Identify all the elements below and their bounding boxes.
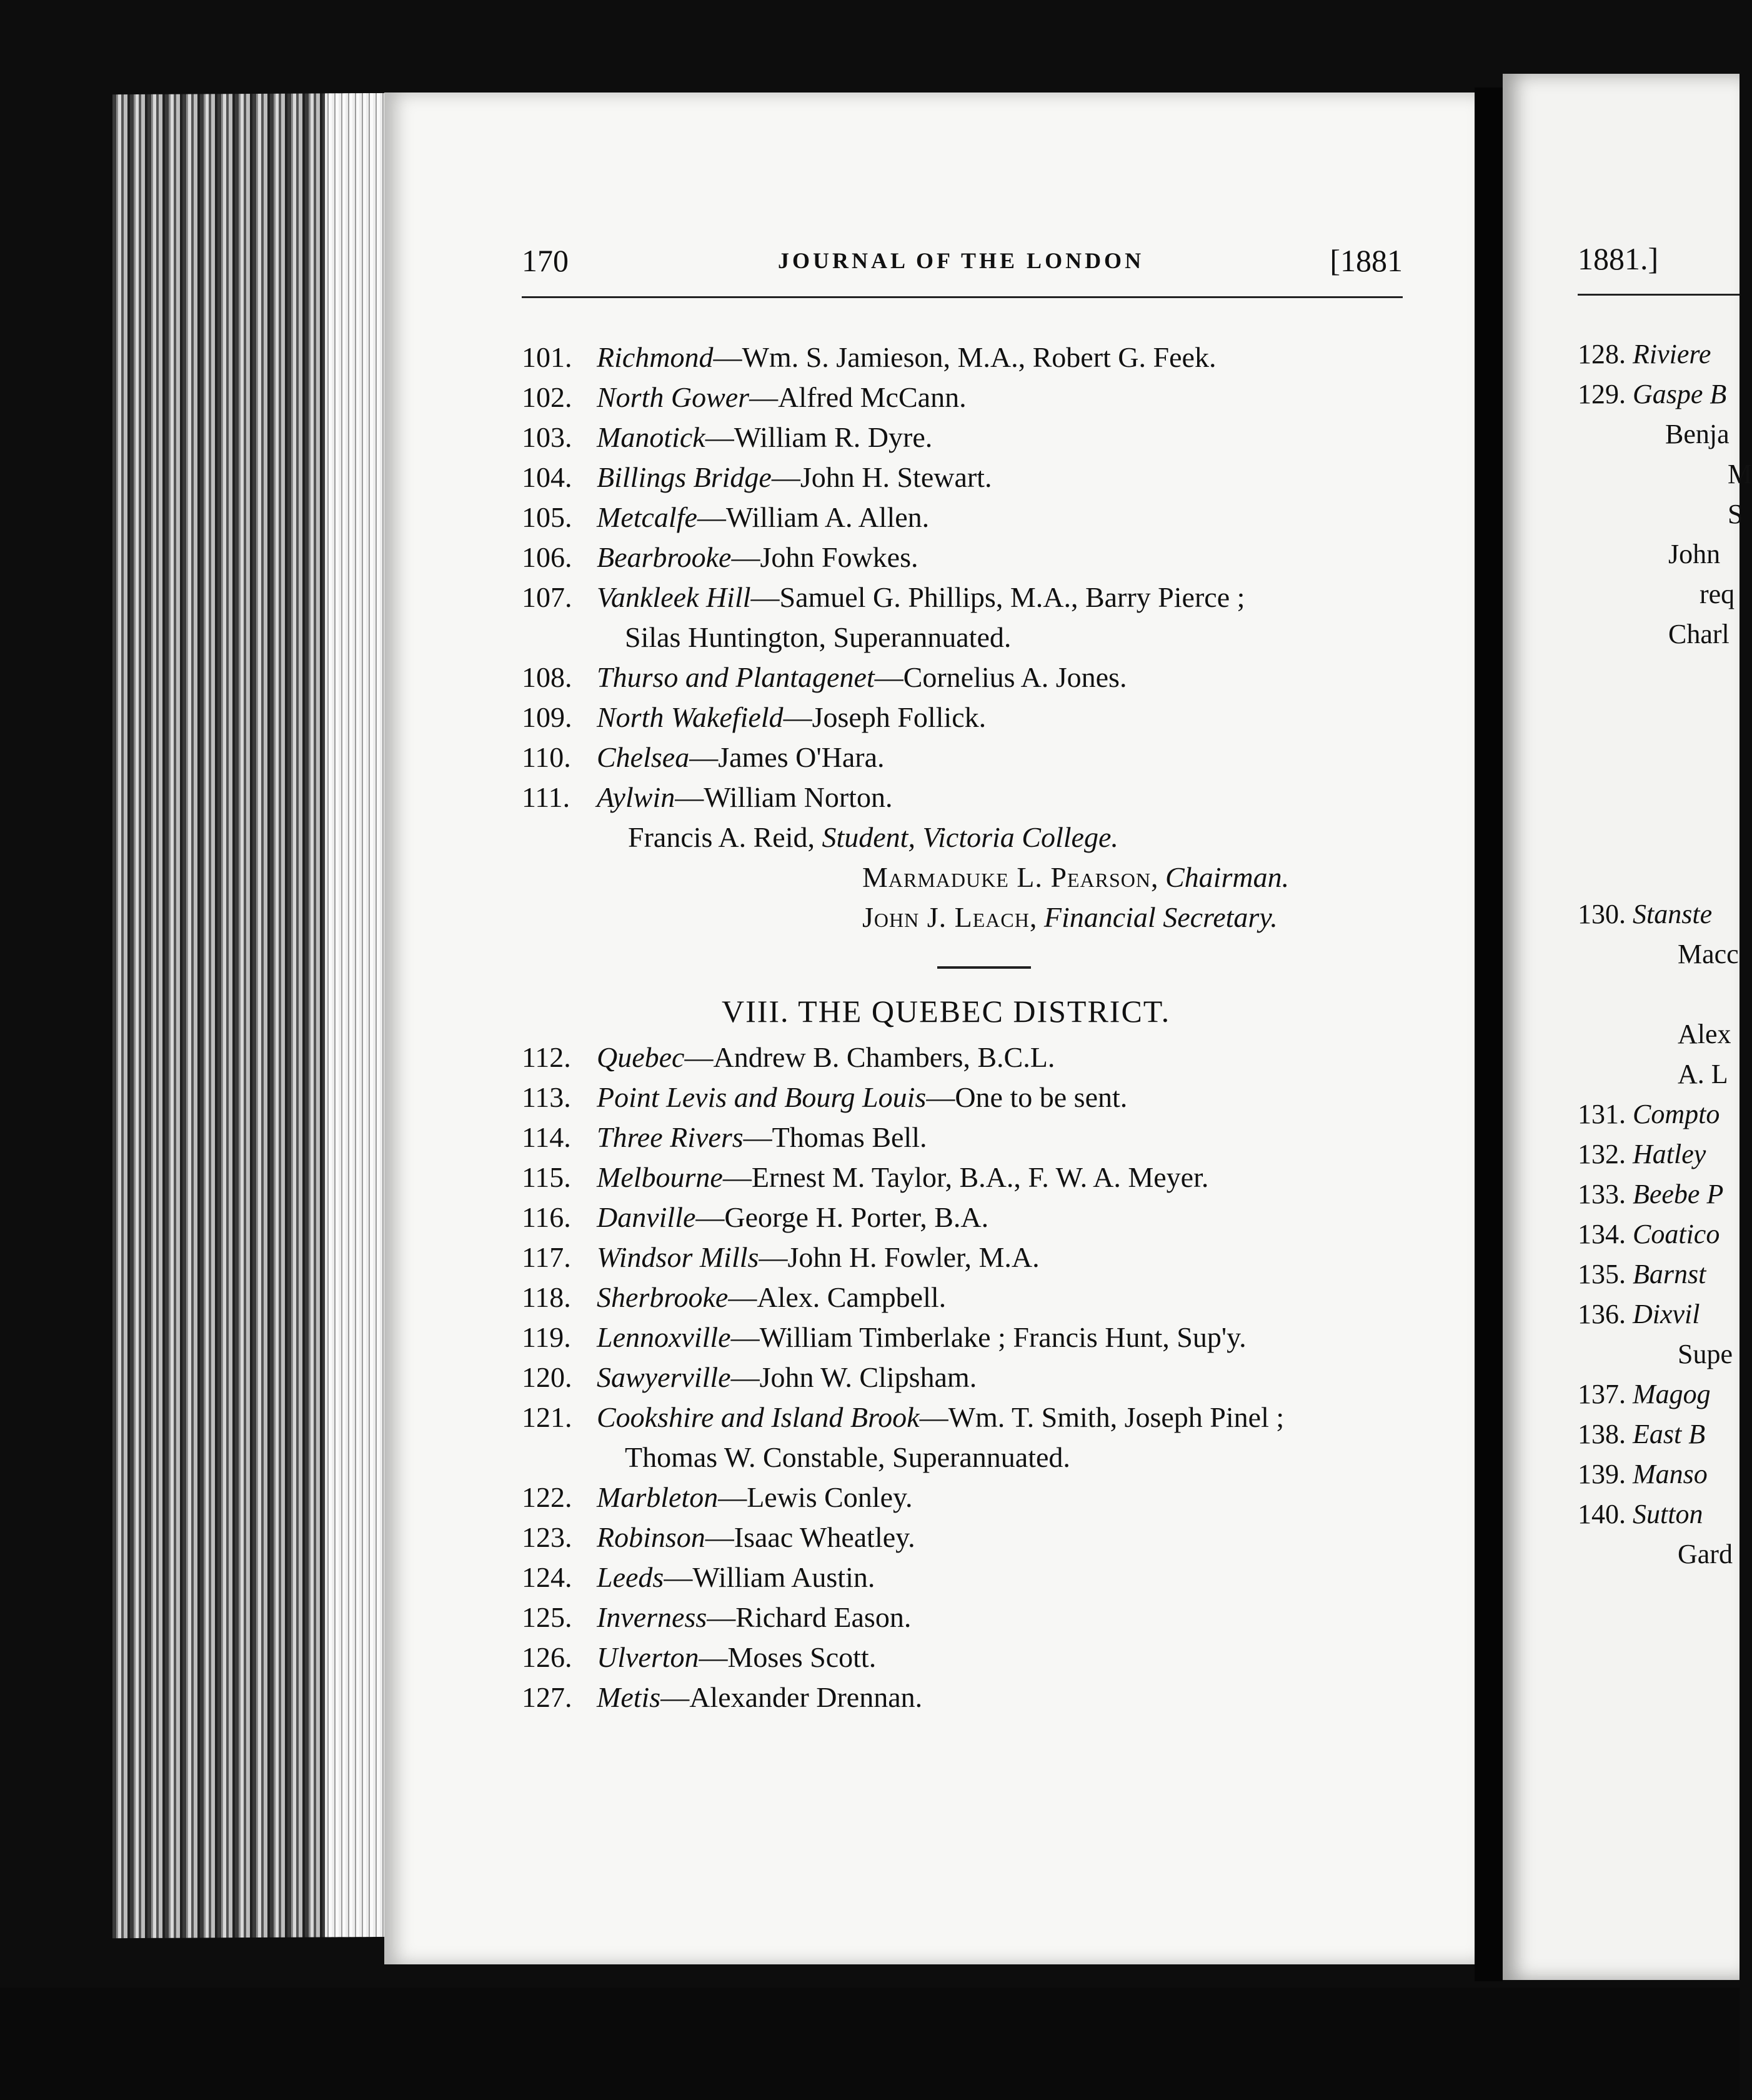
truncated-text: Benja (1665, 419, 1730, 449)
circuit-name: Aylwin (597, 781, 675, 813)
entry-number: 126. (522, 1641, 572, 1673)
truncated-text: S (1728, 499, 1743, 529)
right-page-line (1578, 1134, 1740, 1174)
circuit-name: North Gower (597, 381, 750, 413)
entry-number: 112. (522, 1041, 571, 1073)
truncated-text: Magog (1633, 1379, 1711, 1409)
truncated-text: Supe (1678, 1339, 1733, 1369)
circuit-name: Metcalfe (597, 501, 697, 533)
right-page-line (1578, 854, 1740, 894)
right-page-line (1578, 1014, 1740, 1054)
appointment-text: —Lewis Conley. (718, 1481, 913, 1513)
quebec-district-entries (522, 1038, 1434, 1718)
entry-number: 127. (522, 1681, 572, 1713)
appointment-text: —Wm. S. Jamieson, M.A., Robert G. Feek. (713, 341, 1217, 373)
section-divider (937, 966, 1031, 969)
appointment-text: —George H. Porter, B.A. (695, 1201, 989, 1233)
appointment-text: —Alex. Campbell. (728, 1281, 947, 1313)
entry-number: 140. (1578, 1499, 1626, 1529)
left-page-body (522, 338, 1434, 1718)
circuit-name: Vankleek Hill (597, 581, 751, 613)
entry-number: 104. (522, 461, 572, 493)
circuit-name: Bearbrooke (597, 541, 732, 573)
circuit-entry (522, 1558, 1434, 1598)
entry-number: 110. (522, 741, 571, 773)
book-page-edges (112, 93, 400, 1938)
student-role: Student, Victoria College. (822, 821, 1118, 853)
circuit-entry (522, 698, 1434, 738)
circuit-entry (522, 418, 1434, 458)
student-line (522, 818, 1434, 858)
truncated-text: Dixvil (1633, 1299, 1700, 1329)
right-page-line (1578, 454, 1752, 494)
circuit-entry (522, 658, 1434, 698)
truncated-text: John (1668, 539, 1721, 569)
entry-number: 115. (522, 1161, 571, 1193)
appointment-text: —John W. Clipsham. (730, 1361, 977, 1393)
right-page-line (1578, 894, 1740, 934)
circuit-entry (522, 538, 1434, 578)
entry-number: 103. (522, 421, 572, 453)
appointment-text: —Alfred McCann. (749, 381, 967, 413)
entry-number: 120. (522, 1361, 572, 1393)
circuit-entry (522, 1198, 1434, 1238)
right-page-line (1578, 1374, 1740, 1414)
circuit-name: Leeds (597, 1561, 664, 1593)
circuit-entry (522, 1238, 1434, 1278)
appointment-text: —Moses Scott. (699, 1641, 877, 1673)
entry-number: 129. (1578, 379, 1626, 409)
right-page-body (1578, 334, 1752, 1574)
entry-number: 135. (1578, 1259, 1626, 1289)
right-page-line (1578, 1174, 1740, 1214)
entry-number: 136. (1578, 1299, 1626, 1329)
right-page-line (1578, 814, 1740, 854)
circuit-entry (522, 338, 1434, 378)
entry-number: 116. (522, 1201, 571, 1233)
circuit-entry (522, 1158, 1434, 1198)
truncated-text: Barnst (1633, 1259, 1706, 1289)
entry-number: 109. (522, 701, 572, 733)
entry-number: 117. (522, 1241, 571, 1273)
entry-number: 138. (1578, 1419, 1626, 1449)
entry-number: 133. (1578, 1179, 1626, 1209)
circuit-entry (522, 1318, 1434, 1358)
circuit-name: Point Levis and Bourg Louis (597, 1081, 927, 1113)
circuit-name: North Wakefield (597, 701, 784, 733)
entry-number: 139. (1578, 1459, 1626, 1489)
right-header-rule (1578, 294, 1740, 296)
truncated-text: Sutton (1633, 1499, 1703, 1529)
circuit-name: Windsor Mills (597, 1241, 759, 1273)
appointment-text: —Cornelius A. Jones. (874, 661, 1127, 693)
truncated-text: Stanste (1633, 899, 1713, 929)
circuit-entry (522, 1398, 1434, 1478)
truncated-text: Riviere (1633, 339, 1711, 369)
book-gutter (1475, 88, 1503, 1981)
entry-number: 108. (522, 661, 572, 693)
appointment-text: —Andrew B. Chambers, B.C.L. (684, 1041, 1055, 1073)
signatory-title: Financial Secretary. (1043, 901, 1278, 933)
entry-number: 128. (1578, 339, 1626, 369)
entry-number: 113. (522, 1081, 571, 1113)
right-page-line (1578, 1494, 1740, 1534)
truncated-text: Hatley (1633, 1139, 1706, 1169)
signature-secretary: John J. Leach, Financial Secretary. (862, 901, 1278, 933)
right-page-line (1578, 1534, 1740, 1574)
circuit-entry (522, 1638, 1434, 1678)
circuit-name: Manotick (597, 421, 705, 453)
entry-number: 121. (522, 1401, 572, 1433)
right-page-line (1578, 414, 1740, 454)
circuit-name: Sherbrooke (597, 1281, 729, 1313)
truncated-text: req (1700, 579, 1735, 609)
appointment-text: —William R. Dyre. (705, 421, 933, 453)
appointment-text: —Joseph Follick. (783, 701, 987, 733)
right-page-line (1578, 1254, 1740, 1294)
circuit-entry (522, 1478, 1434, 1518)
circuit-entry (522, 578, 1434, 658)
right-page-line (1578, 1214, 1740, 1254)
circuit-entry (522, 1278, 1434, 1318)
entry-number: 122. (522, 1481, 572, 1513)
signatory-name: John J. Leach (862, 901, 1030, 933)
header-rule (522, 296, 1403, 298)
circuit-name: Robinson (597, 1521, 705, 1553)
circuit-entry (522, 1118, 1434, 1158)
right-page-line (1578, 654, 1740, 694)
right-page-line (1578, 534, 1740, 574)
circuit-entry (522, 378, 1434, 418)
appointment-text: —Thomas Bell. (743, 1121, 927, 1153)
truncated-text: Manso (1633, 1459, 1708, 1489)
entry-number: 118. (522, 1281, 571, 1313)
entry-number: 123. (522, 1521, 572, 1553)
appointment-text: —William A. Allen. (697, 501, 930, 533)
right-page-line (1578, 974, 1740, 1014)
circuit-name: Marbleton (597, 1481, 719, 1513)
circuit-name: Thurso and Plantagenet (597, 661, 875, 693)
header-year: [1881 (1330, 243, 1403, 278)
student-name: Francis A. Reid, (628, 821, 822, 853)
entry-number: 106. (522, 541, 572, 573)
circuit-name: Quebec (597, 1041, 685, 1073)
circuit-name: Danville (597, 1201, 696, 1233)
circuit-entry (522, 1598, 1434, 1638)
right-page-line (1578, 374, 1740, 414)
right-page-line (1578, 1414, 1740, 1454)
entry-number: 132. (1578, 1139, 1626, 1169)
circuit-entry (522, 1358, 1434, 1398)
circuit-entry (522, 778, 1434, 818)
circuit-name: Sawyerville (597, 1361, 731, 1393)
entry-number: 111. (522, 781, 570, 813)
entry-number: 119. (522, 1321, 571, 1353)
circuit-name: Richmond (597, 341, 714, 373)
truncated-text: A. L (1678, 1059, 1728, 1089)
entry-number: 102. (522, 381, 572, 413)
right-page-line (1578, 1054, 1740, 1094)
circuit-name: Cookshire and Island Brook (597, 1401, 920, 1433)
section-heading: VIII. THE QUEBEC DISTRICT. (722, 994, 1171, 1029)
right-page-line (1578, 934, 1740, 974)
truncated-text: Coatico (1633, 1219, 1720, 1249)
signatory-title: Chairman. (1165, 861, 1290, 893)
circuit-name: Inverness (597, 1601, 707, 1633)
appointment-continuation: Silas Huntington, Superannuated. (625, 621, 1012, 653)
appointment-text: —Isaac Wheatley. (705, 1521, 915, 1553)
appointment-text: —James O'Hara. (689, 741, 885, 773)
truncated-text: M (1728, 459, 1752, 489)
truncated-text: Macc (1678, 939, 1739, 969)
circuit-name: Ulverton (597, 1641, 699, 1673)
truncated-text: Gaspe B (1633, 379, 1727, 409)
appointment-text: —Alexander Drennan. (660, 1681, 923, 1713)
page-number: 170 (522, 243, 569, 278)
right-page-line (1578, 774, 1740, 814)
appointment-continuation: Thomas W. Constable, Superannuated. (625, 1441, 1070, 1473)
right-page-line (1578, 1094, 1740, 1134)
truncated-text: East B (1633, 1419, 1706, 1449)
entry-number: 101. (522, 341, 572, 373)
scan-bottom-margin (0, 1988, 1740, 2100)
running-title: JOURNAL OF THE LONDON (778, 248, 1145, 273)
right-page-line (1578, 734, 1740, 774)
circuit-entry (522, 738, 1434, 778)
circuit-entry (522, 1038, 1434, 1078)
appointment-text: —William Austin. (664, 1561, 875, 1593)
truncated-text: Gard (1678, 1539, 1733, 1569)
truncated-text: Charl (1668, 619, 1730, 649)
appointment-text: —One to be sent. (926, 1081, 1128, 1113)
circuit-name: Three Rivers (597, 1121, 744, 1153)
page-header (522, 242, 1403, 280)
truncated-text: Beebe P (1633, 1179, 1724, 1209)
entry-number: 124. (522, 1561, 572, 1593)
right-page-line (1578, 1454, 1740, 1494)
appointment-text: —William Norton. (675, 781, 893, 813)
appointment-text: —Wm. T. Smith, Joseph Pinel ; (919, 1401, 1285, 1433)
right-page-line (1578, 694, 1740, 734)
entry-number: 130. (1578, 899, 1626, 929)
entry-number: 131. (1578, 1099, 1626, 1129)
right-page-line (1578, 614, 1740, 654)
entry-number: 134. (1578, 1219, 1626, 1249)
entry-number: 125. (522, 1601, 572, 1633)
right-page-line (1578, 574, 1740, 614)
appointment-text: —John H. Fowler, M.A. (759, 1241, 1040, 1273)
entry-number: 105. (522, 501, 572, 533)
truncated-text: Compto (1633, 1099, 1720, 1129)
right-page-header: 1881.] (1578, 241, 1659, 276)
appointment-text: —John H. Stewart. (771, 461, 992, 493)
truncated-text: Alex (1678, 1019, 1731, 1049)
circuit-entry (522, 498, 1434, 538)
signature-chairman: Marmaduke L. Pearson, Chairman. (862, 861, 1290, 893)
right-page-line (1578, 334, 1740, 374)
entry-number: 107. (522, 581, 572, 613)
signatory-name: Marmaduke L. Pearson (862, 861, 1151, 893)
entry-number: 137. (1578, 1379, 1626, 1409)
ottawa-district-entries (522, 338, 1434, 818)
circuit-entry (522, 1518, 1434, 1558)
right-page-line (1578, 1334, 1740, 1374)
appointment-text: —John Fowkes. (731, 541, 918, 573)
appointment-text: —Richard Eason. (707, 1601, 912, 1633)
circuit-name: Lennoxville (597, 1321, 731, 1353)
circuit-entry (522, 1078, 1434, 1118)
circuit-name: Billings Bridge (597, 461, 772, 493)
circuit-entry (522, 1678, 1434, 1718)
appointment-text: —Ernest M. Taylor, B.A., F. W. A. Meyer. (722, 1161, 1209, 1193)
circuit-name: Chelsea (597, 741, 690, 773)
appointment-text: —Samuel G. Phillips, M.A., Barry Pierce ; (750, 581, 1245, 613)
entry-number: 114. (522, 1121, 571, 1153)
circuit-name: Metis (597, 1681, 661, 1713)
circuit-name: Melbourne (597, 1161, 723, 1193)
right-page-line (1578, 494, 1743, 534)
appointment-text: —William Timberlake ; Francis Hunt, Sup'y. (730, 1321, 1247, 1353)
right-page-line (1578, 1294, 1740, 1334)
circuit-entry (522, 458, 1434, 498)
